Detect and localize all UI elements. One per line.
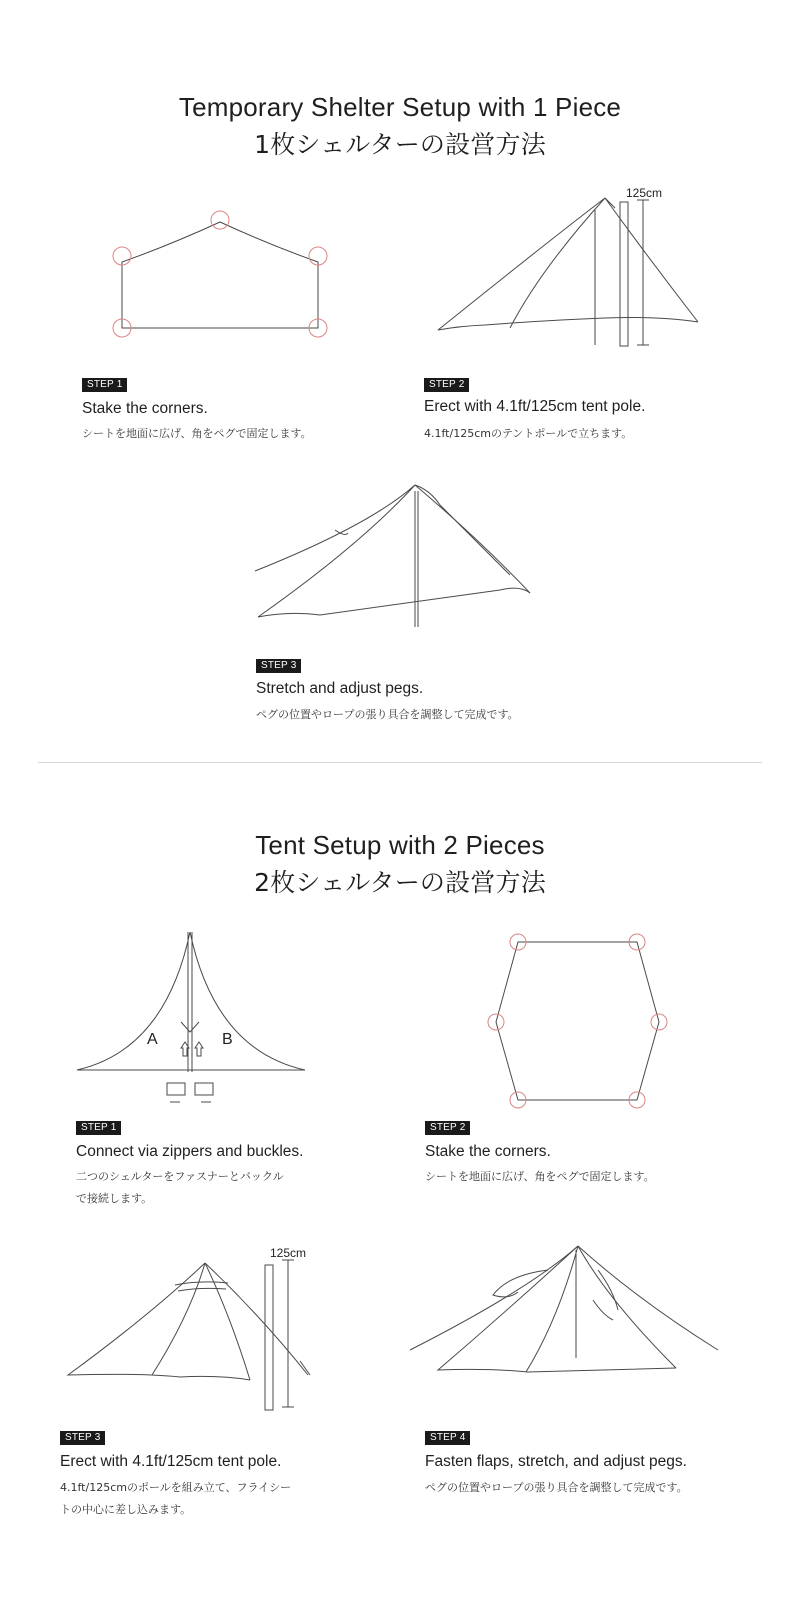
s2-step1-diagram <box>75 930 315 1110</box>
s1-step1-badge: STEP 1 <box>82 378 127 392</box>
s2-step1-badge: STEP 1 <box>76 1121 121 1135</box>
s2-step2-badge: STEP 2 <box>425 1121 470 1135</box>
section2-title-jp: 2枚シェルターの設営方法 <box>254 868 546 897</box>
s1-step2-text-en: Erect with 4.1ft/125cm tent pole. <box>424 398 646 415</box>
s2-step3-badge: STEP 3 <box>60 1431 105 1445</box>
s1-step1-diagram <box>100 200 350 350</box>
s1-step3-diagram <box>250 475 550 635</box>
s2-step3-text-jp-line1: 4.1ft/125cmのポールを組み立て、フライシー <box>60 1481 292 1494</box>
s2-step2-text-jp: シートを地面に広げ、角をペグで固定します。 <box>425 1170 655 1183</box>
s2-step3-text-jp-line2: トの中心に差し込みます。 <box>60 1503 192 1516</box>
s2-step1-text-jp-line2: で接続します。 <box>76 1192 153 1205</box>
s1-step1-text-en: Stake the corners. <box>82 400 208 417</box>
s1-step3-text-jp: ペグの位置やロープの張り具合を調整して完成です。 <box>256 708 519 721</box>
s2-step2-text-en: Stake the corners. <box>425 1143 551 1160</box>
panel-label-b: B <box>222 1031 233 1048</box>
pole-height-label: 125cm <box>270 1246 307 1260</box>
s2-step3-diagram <box>60 1245 330 1425</box>
s2-step4-text-jp: ペグの位置やロープの張り具合を調整して完成です。 <box>425 1481 688 1494</box>
pole-height-label: 125cm <box>626 186 663 200</box>
section-divider <box>38 762 762 763</box>
section2-title-en: Tent Setup with 2 Pieces <box>255 830 545 860</box>
stake-circle <box>211 211 229 229</box>
s2-step2-diagram <box>485 925 675 1115</box>
s1-step2-text-jp: 4.1ft/125cmのテントポールで立ちます。 <box>424 427 633 440</box>
s2-step1-text-en: Connect via zippers and buckles. <box>76 1143 304 1160</box>
s2-step4-diagram <box>408 1240 728 1410</box>
section1-title-en: Temporary Shelter Setup with 1 Piece <box>178 92 622 122</box>
s2-step4-text-en: Fasten flaps, stretch, and adjust pegs. <box>425 1453 687 1470</box>
s2-step1-text-jp-line1: 二つのシェルターをファスナーとバックル <box>76 1170 284 1183</box>
s1-step2-badge: STEP 2 <box>424 378 469 392</box>
s1-step3-text-en: Stretch and adjust pegs. <box>256 680 424 697</box>
s1-step1-text-jp: シートを地面に広げ、角をペグで固定します。 <box>82 427 312 440</box>
panel-label-a: A <box>147 1031 158 1048</box>
s1-step2-diagram <box>430 180 730 360</box>
s1-step3-badge: STEP 3 <box>256 659 301 673</box>
s2-step3-text-en: Erect with 4.1ft/125cm tent pole. <box>60 1453 282 1470</box>
section1-title-jp: 1枚シェルターの設営方法 <box>254 130 546 159</box>
s2-step4-badge: STEP 4 <box>425 1431 470 1445</box>
